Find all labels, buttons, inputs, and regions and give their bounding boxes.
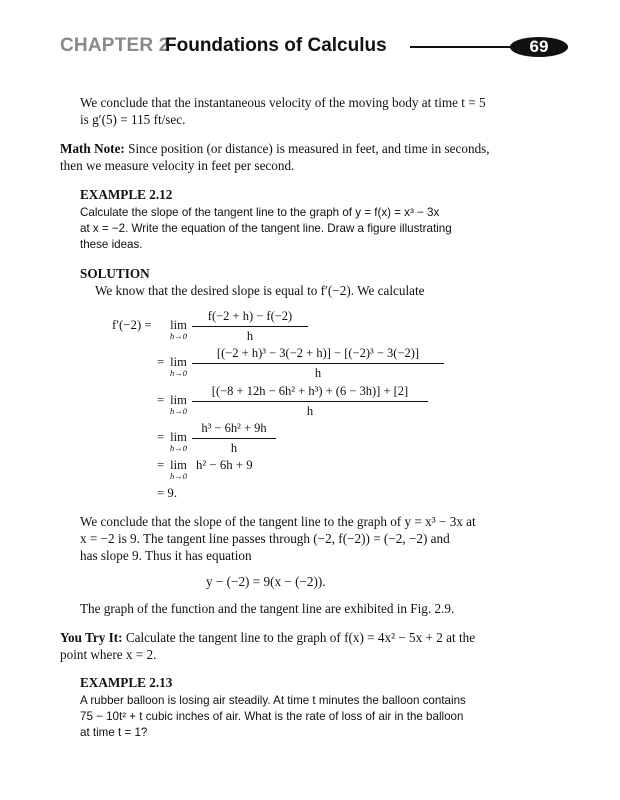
fraction-2 <box>192 346 444 381</box>
lim-word: lim <box>170 318 187 332</box>
example-213-line3: at time t = 1? <box>80 726 148 739</box>
math-note-label: Math Note: <box>60 141 125 156</box>
lim-1 <box>170 318 187 341</box>
example-212-line3: these ideas. <box>80 238 143 251</box>
eq-sign-2: = <box>157 355 165 369</box>
lim-word: lim <box>170 355 187 369</box>
denominator-3: h <box>306 404 314 418</box>
derivation-result: = 9. <box>157 486 178 500</box>
fraction-bar-3 <box>192 401 428 402</box>
fraction-3 <box>192 384 428 419</box>
fraction-bar-1 <box>192 326 308 327</box>
lim-2 <box>170 355 187 378</box>
lim-sub: h→0 <box>170 443 187 453</box>
lim-sub: h→0 <box>170 471 187 481</box>
tangent-equation: y − (−2) = 9(x − (−2)). <box>206 574 326 589</box>
math-note-line2: then we measure velocity in feet per second. <box>60 158 295 173</box>
numerator-2: [(−2 + h)³ − 3(−2 + h)] − [(−2)³ − 3(−2)] <box>216 346 420 360</box>
eq-sign-4: = <box>157 430 165 444</box>
fraction-bar-2 <box>192 363 444 364</box>
fraction-bar-4 <box>192 438 276 439</box>
fraction-1 <box>192 309 308 344</box>
you-try-line2: point where x = 2. <box>60 647 157 662</box>
example-213-line2: 75 − 10t² + t cubic inches of air. What is the rate of loss of air in the balloon <box>80 710 464 723</box>
fraction-4 <box>192 421 276 456</box>
conclusion-line1: We conclude that the slope of the tangent line to the graph of y = x³ − 3x at <box>80 514 476 529</box>
chapter-label: CHAPTER 2 <box>60 35 170 56</box>
lim-word: lim <box>170 458 187 472</box>
numerator-3: [(−8 + 12h − 6h² + h³) + (6 − 3h)] + [2] <box>211 384 409 398</box>
denominator-4: h <box>230 441 238 455</box>
solution-intro: We know that the desired slope is equal to f′(−2). We calculate <box>95 283 425 298</box>
denominator-2: h <box>314 366 322 380</box>
page-number: 69 <box>510 37 568 57</box>
lim-sub: h→0 <box>170 368 187 378</box>
header-rule <box>410 46 525 48</box>
lim-word: lim <box>170 430 187 444</box>
example-212-line2: at x = −2. Write the equation of the tangent line. Draw a figure illustrating <box>80 222 452 235</box>
lim-word: lim <box>170 393 187 407</box>
you-try-line1 <box>60 629 475 646</box>
row5-expression: h² − 6h + 9 <box>196 458 253 472</box>
lim-5 <box>170 458 187 481</box>
math-note-line1 <box>60 140 490 157</box>
numerator-4: h³ − 6h² + 9h <box>201 421 267 435</box>
you-try-label: You Try It: <box>60 630 123 645</box>
eq-sign-5: = <box>157 458 165 472</box>
denominator-1: h <box>246 329 254 343</box>
example-212-line1: Calculate the slope of the tangent line to the graph of y = f(x) = x³ − 3x <box>80 206 440 219</box>
para1-line2: is g′(5) = 115 ft/sec. <box>80 112 186 127</box>
lim-4 <box>170 430 187 453</box>
conclusion-line2: x = −2 is 9. The tangent line passes through (−2, f(−2)) = (−2, −2) and <box>80 531 450 546</box>
math-note-text1: Since position (or distance) is measured in feet, and time in seconds, <box>128 141 490 156</box>
lim-3 <box>170 393 187 416</box>
para1-line1: We conclude that the instantaneous velocity of the moving body at time t = 5 <box>80 95 486 110</box>
chapter-title: Foundations of Calculus <box>165 35 387 56</box>
you-try-text1: Calculate the tangent line to the graph of f(x) = 4x² − 5x + 2 at the <box>125 630 476 645</box>
conclusion-line3: has slope 9. Thus it has equation <box>80 548 252 563</box>
lim-sub: h→0 <box>170 331 187 341</box>
lim-sub: h→0 <box>170 406 187 416</box>
numerator-1: f(−2 + h) − f(−2) <box>207 309 293 323</box>
eq-sign-3: = <box>157 393 165 407</box>
solution-heading: SOLUTION <box>80 266 150 281</box>
example-213-line1: A rubber balloon is losing air steadily. At time t minutes the balloon contains <box>80 694 466 707</box>
example-213-heading: EXAMPLE 2.13 <box>80 675 173 690</box>
derivation-lhs: f′(−2) = <box>112 318 152 332</box>
example-212-heading: EXAMPLE 2.12 <box>80 187 173 202</box>
graph-note: The graph of the function and the tangent line are exhibited in Fig. 2.9. <box>80 601 455 616</box>
